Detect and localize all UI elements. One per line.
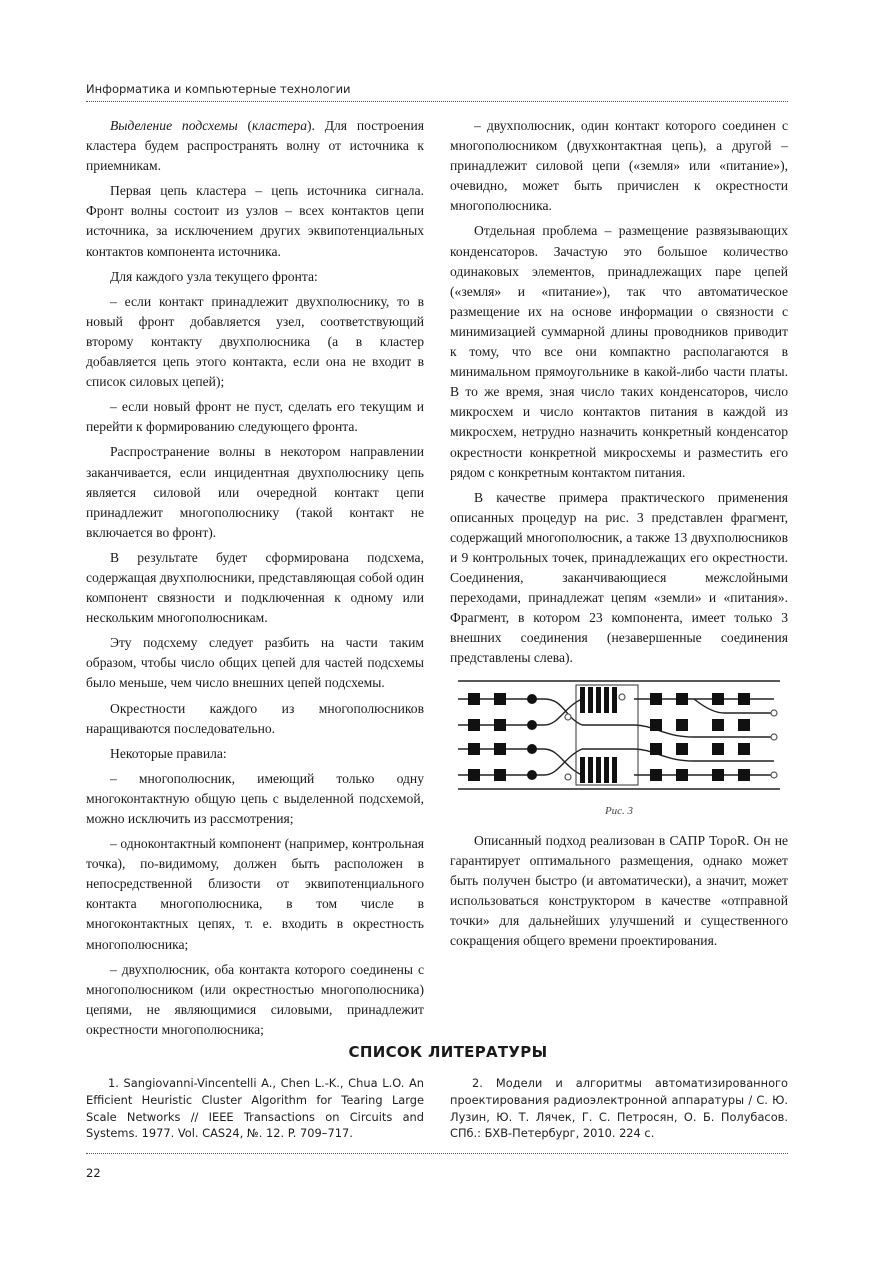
right-column	[450, 116, 788, 956]
text-fragment: ). Для построения кластера будем распространять волну от источника к приемникам.	[86, 118, 424, 174]
list-item: – если новый фронт не пуст, сделать его текущим и перейти к формированию следующего фронта.	[86, 399, 424, 435]
footer-rule	[86, 1153, 788, 1154]
pcb-layout-diagram	[454, 677, 784, 795]
paragraph: Для каждого узла текущего фронта:	[110, 268, 318, 284]
list-item: – многополюсник, имеющий только одну многоконтактную общую цепь с выделенной подсхемой, можно исключить из рассмотрения;	[86, 770, 424, 826]
paragraph: Окрестности каждого из многополюсников наращиваются последовательно.	[86, 700, 424, 736]
reference-item: 2. Модели и алгоритмы автоматизированного проектирования радиоэлектронной аппаратуры / С. Ю. Лузин, Ю. Т. Лячек, Г. С. Петросян, О. Б. Полубасов. СПб.: БХВ-Петербург, 2010. 224 с.	[450, 1076, 788, 1141]
reference-item: 1. Sangiovanni-Vincentelli A., Chen L.-K., Chua L.O. An Efficient Heuristic Cluster Algorithm for Tearing Large Scale Networks // IEEE Transactions on Circuits and Systems. 1977. Vol. CAS24, №. 12. P. 709–717.	[86, 1076, 424, 1141]
left-column	[86, 116, 424, 1045]
list-item: – одноконтактный компонент (например, контрольная точка), по-видимому, должен быть расположен в непосредственной близости от эквипотенциального контакта многополюсника, в том числе в многоконтактных цепях, т. е. входить в окрестность многополюсника;	[86, 836, 424, 952]
page-number: 22	[86, 1166, 101, 1180]
paragraph	[86, 116, 424, 176]
emphasis-term: кластера	[252, 118, 308, 133]
header-rule	[86, 101, 788, 102]
paragraph: Описанный подход реализован в САПР TopoR. Он не гарантирует оптимального размещения, однако может быть получен быстро (и автоматически), а значит, может использоваться конструктором в качестве «отправной точки» для дальнейших улучшений и существенного сокращения общего времени проектирования.	[450, 832, 788, 949]
paragraph: В качестве примера практического применения описанных процедур на рис. 3 представлен фрагмент, содержащий многополюсник, а также 13 двухполюсников и 9 контрольных точек, принадлежащих его окрестности. Соединения, заканчивающиеся межслойными переходами, принадлежат цепям «земли» и «питания». Фрагмент, в котором 23 компонента, имеет только 3 внешних соединения (незавершенные соединения представлены слева).	[450, 489, 788, 666]
text-fragment: (	[237, 118, 253, 133]
emphasis-term: Выделение подсхемы	[110, 118, 238, 133]
list-item: – если контакт принадлежит двухполюснику, то в новый фронт добавляется узел, соответствующий второму контакту двухполюсника (а в кластер добавляется цепь этого контакта, если она не входит в список силовых цепей);	[86, 293, 424, 390]
figure-3	[450, 677, 788, 795]
list-item: – двухполюсник, оба контакта которого соединены с многополюсником (или окрестностью многополюсника) цепями, не являющимися силовыми, принадлежит окрестности многополюсника;	[86, 961, 424, 1037]
paragraph: В результате будет сформирована подсхема, содержащая двухполюсники, представляющая собой один компонент связности и подключенная к одному или нескольким многополюсникам.	[86, 549, 425, 626]
references-title: СПИСОК ЛИТЕРАТУРЫ	[348, 1043, 548, 1061]
paragraph: Распространение волны в некотором направлении заканчивается, если инцидентная двухполюснику цепь является силовой или очередной контакт цепи принадлежит многополюснику (такой контакт не включается во фронт).	[86, 444, 424, 540]
paragraph: Эту подсхему следует разбить на части таким образом, чтобы число общих цепей для частей подсхемы было меньше, чем число внешних цепей подсхемы.	[86, 635, 424, 691]
paragraph: Отдельная проблема – размещение развязывающих конденсаторов. Зачастую это большое количество одинаковых элементов, принадлежащих паре цепей («земля» и «питание»), так что автоматическое размещение их на основе информации о связности с минимизацией суммарной длины проводников приводит к тому, что все они компактно располагаются в минимальном прямоугольнике в какой-либо части платы. В то же время, зная число таких конденсаторов, число микросхем и число контактов питания в каждой из микросхем, нетрудно назначить конкретный конденсатор окрестности конкретной микросхемы и разместить его рядом с конкретным контактом питания.	[450, 223, 788, 480]
running-head: Информатика и компьютерные технологии	[86, 82, 351, 96]
paragraph: Первая цепь кластера – цепь источника сигнала. Фронт волны состоит из узлов – всех контактов цепи источника, за исключением других эквипотенциальных контактов компонента источника.	[86, 183, 424, 259]
paragraph: Некоторые правила:	[110, 745, 227, 761]
figure-caption: Рис. 3	[604, 804, 634, 817]
list-item: – двухполюсник, один контакт которого соединен с многополюсником (двухконтактная цепь), а другой – принадлежит силовой цепи («земля» или «питание»), очевидно, может быть причислен к окрестности многополюсника.	[450, 118, 788, 214]
